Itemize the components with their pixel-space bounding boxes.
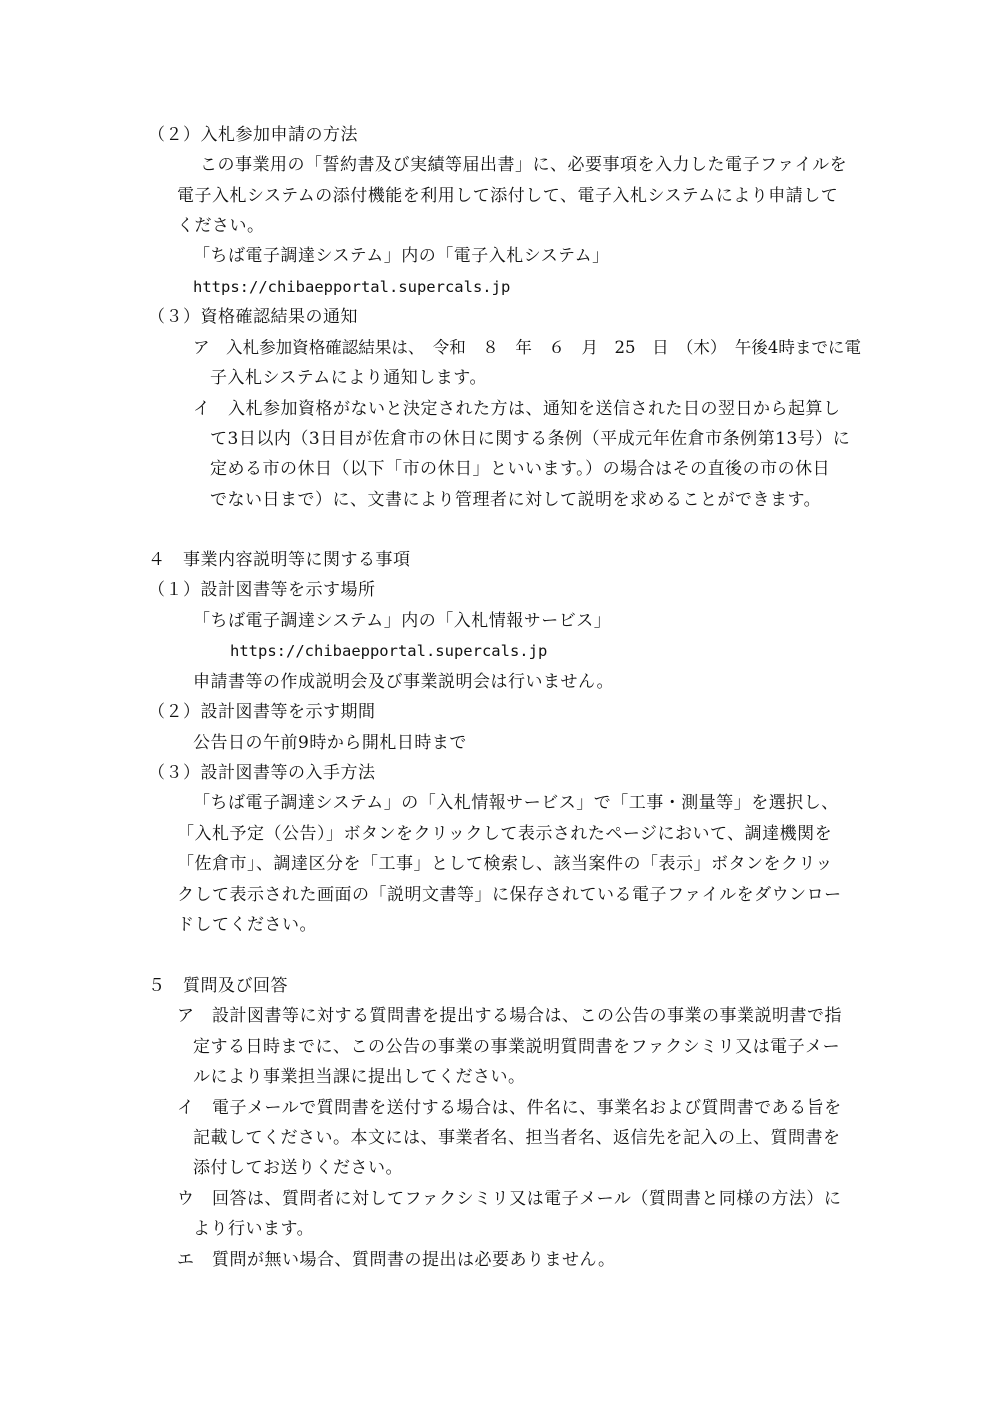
list-item-a: ア 入札参加資格確認結果は、 令和 ８ 年 ６ 月 25 日 （木） 午後4時までに電	[193, 338, 861, 357]
list-item-i-continued: でない日まで）に、文書により管理者に対して説明を求めることができます。	[210, 490, 822, 510]
list-item-u: ウ 回答は、質問者に対してファクシミリ又は電子メール（質問書と同様の方法）に	[177, 1189, 842, 1209]
list-item-e: エ 質問が無い場合、質問書の提出は必要ありません。	[177, 1250, 616, 1270]
heading-design-docs-retrieval: （３）設計図書等の入手方法	[148, 763, 376, 783]
list-item-i-continued: て3日以内（3日目が佐倉市の休日に関する条例（平成元年佐倉市条例第13号）に	[210, 429, 851, 449]
heading-application-method: （２）入札参加申請の方法	[148, 125, 358, 145]
paragraph-line: ください。	[177, 216, 265, 236]
list-item-i: イ 入札参加資格がないと決定された方は、通知を送信された日の翌日から起算し	[193, 399, 841, 419]
list-item-i: イ 電子メールで質問書を送付する場合は、件名に、事業名および質問書である旨を	[177, 1098, 842, 1118]
list-item-i-continued: 定める市の休日（以下「市の休日」といいます。）の場合はその直後の市の休日	[210, 459, 831, 479]
system-reference: 「ちば電子調達システム」内の「入札情報サービス」	[193, 611, 612, 631]
paragraph-line: 「入札予定（公告）」ボタンをクリックして表示されたページにおいて、調達機関を	[177, 824, 833, 844]
portal-url: https://chibaepportal.supercals.jp	[193, 278, 511, 296]
heading-design-docs-location: （１）設計図書等を示す場所	[148, 580, 376, 600]
paragraph-line: 「ちば電子調達システム」の「入札情報サービス」で「工事・測量等」を選択し、	[193, 793, 839, 813]
list-item-i-continued: 添付してお送りください。	[193, 1158, 403, 1178]
paragraph-line: この事業用の「誓約書及び実績等届出書」に、必要事項を入力した電子ファイルを	[200, 155, 848, 175]
heading-section-4: ４ 事業内容説明等に関する事項	[148, 550, 411, 570]
system-reference: 「ちば電子調達システム」内の「電子入札システム」	[193, 246, 610, 266]
heading-eligibility-notice: （３）資格確認結果の通知	[148, 307, 358, 327]
heading-section-5: ５ 質問及び回答	[148, 976, 288, 996]
paragraph-line: ドしてください。	[177, 915, 317, 935]
portal-url: https://chibaepportal.supercals.jp	[230, 642, 548, 660]
list-item-i-continued: 記載してください。本文には、事業者名、担当者名、返信先を記入の上、質問書を	[193, 1128, 841, 1148]
list-item-a-continued: 定する日時までに、この公告の事業の事業説明質問書をファクシミリ又は電子メー	[193, 1037, 841, 1057]
paragraph-line: 申請書等の作成説明会及び事業説明会は行いません。	[193, 672, 615, 692]
heading-design-docs-period: （２）設計図書等を示す期間	[148, 702, 376, 722]
list-item-a: ア 設計図書等に対する質問書を提出する場合は、この公告の事業の事業説明書で指	[177, 1006, 842, 1026]
paragraph-line: 公告日の午前9時から開札日時まで	[193, 733, 467, 753]
paragraph-line: 電子入札システムの添付機能を利用して添付して、電子入札システムにより申請して	[177, 186, 839, 206]
paragraph-line: 「佐倉市」、調達区分を「工事」として検索し、該当案件の「表示」ボタンをクリッ	[177, 854, 833, 874]
list-item-u-continued: より行います。	[193, 1219, 315, 1239]
list-item-a-continued: 子入札システムにより通知します。	[210, 368, 487, 388]
paragraph-line: クして表示された画面の「説明文書等」に保存されている電子ファイルをダウンロー	[177, 885, 842, 905]
list-item-a-continued: ルにより事業担当課に提出してください。	[193, 1067, 526, 1087]
